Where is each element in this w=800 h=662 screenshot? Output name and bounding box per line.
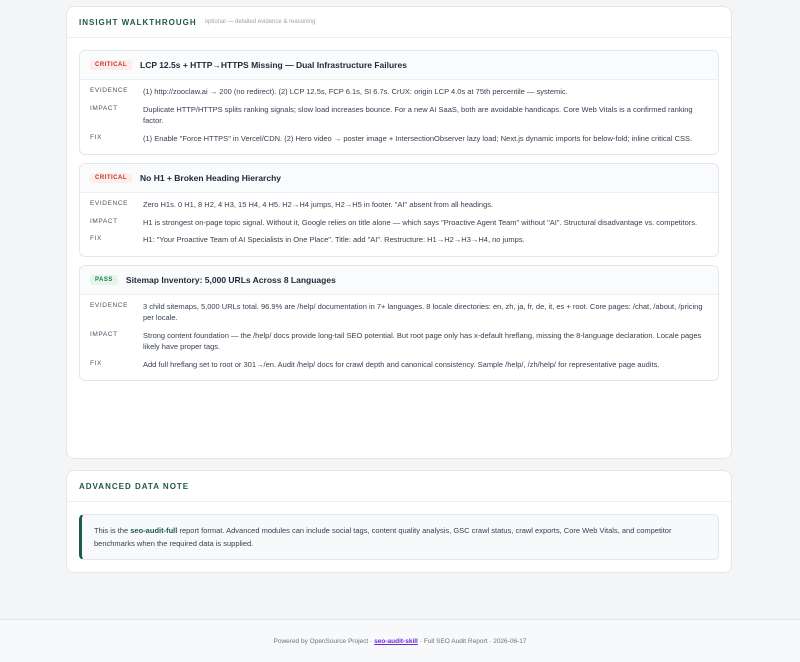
- fix-label: FIX: [90, 359, 102, 367]
- note-prefix: This is the: [94, 526, 131, 535]
- impact-row: [90, 104, 708, 127]
- evidence-label: EVIDENCE: [90, 301, 129, 309]
- impact-text: Duplicate HTTP/HTTPS splits ranking signals; slow load increases bounce. For a new AI SaaS, both are avoidable handicaps. Core Web Vitals is a confirmed ranking factor.: [143, 104, 693, 125]
- evidence-row: [90, 199, 708, 211]
- finding-card: [79, 50, 719, 155]
- insight-walkthrough-header: [67, 7, 731, 38]
- insight-walkthrough-title: INSIGHT WALKTHROUGH: [79, 17, 197, 27]
- fix-label: FIX: [90, 133, 102, 141]
- fix-text: Add full hreflang set to root or 301→/en. Audit /help/ docs for crawl depth and canonical consistency. Sample /help/, /zh/help/ for representative page audits.: [143, 359, 660, 369]
- advanced-data-note-title: ADVANCED DATA NOTE: [79, 481, 190, 491]
- impact-text: Strong content foundation — the /help/ docs provide long-tail SEO potential. But root page only has x-default hreflang, missing the 8-language declaration. Locale pages likely have proper tags.: [143, 330, 702, 351]
- evidence-label: EVIDENCE: [90, 87, 129, 94]
- finding-header: [80, 164, 718, 193]
- fix-text: H1: "Your Proactive Team of AI Specialists in One Place". Title: add "AI". Restructure: H1→H2→H3→H4, no jumps.: [143, 235, 525, 244]
- finding-body: [80, 80, 718, 154]
- finding-header: [80, 51, 718, 80]
- impact-row: [90, 217, 708, 229]
- report-format-name: seo-audit-full: [130, 526, 178, 535]
- impact-label: IMPACT: [90, 330, 118, 338]
- finding-header: [80, 266, 718, 295]
- evidence-text: 3 child sitemaps, 5,000 URLs total. 96.9% are /help/ documentation in 7+ languages. 8 locale directories: en, zh, ja, fr, de, it, es + root. Core pages: /chat, /about, /pricing per locale.: [143, 301, 703, 322]
- evidence-row: [90, 301, 708, 324]
- evidence-text: Zero H1s. 0 H1, 8 H2, 4 H3, 15 H4, 4 H5. H2→H4 jumps, H2→H5 in footer. "AI" absent from all headings.: [143, 200, 494, 209]
- evidence-row: [90, 86, 708, 98]
- advanced-data-note-panel: [66, 470, 732, 573]
- status-badge: CRITICAL: [90, 173, 132, 183]
- advanced-data-note-header: [67, 471, 731, 502]
- insight-walkthrough-subtitle: optional — detailed evidence & reasoning: [204, 19, 316, 25]
- evidence-label: EVIDENCE: [90, 200, 129, 207]
- advanced-data-note: [79, 514, 719, 560]
- finding-body: [80, 193, 718, 256]
- note-suffix: report format. Advanced modules can include social tags, content quality analysis, GSC crawl status, crawl exports, Core Web Vitals, and competitor benchmarks when the required data is supplied.: [94, 526, 672, 548]
- finding-card: [79, 265, 719, 382]
- footer-prefix: Powered by OpenSource Project ·: [273, 637, 373, 645]
- fix-row: [90, 359, 708, 371]
- fix-label: FIX: [90, 235, 102, 242]
- fix-row: [90, 234, 708, 246]
- impact-row: [90, 330, 708, 353]
- finding-body: [80, 295, 718, 381]
- fix-row: [90, 133, 708, 145]
- insight-walkthrough-panel: [66, 6, 732, 459]
- status-badge: PASS: [90, 275, 118, 285]
- fix-text: (1) Enable "Force HTTPS" in Vercel/CDN. (2) Hero video → poster image + IntersectionObserver lazy load; Next.js dynamic imports for below-fold; inline critical CSS.: [143, 133, 693, 143]
- finding-card: [79, 163, 719, 257]
- finding-title: Sitemap Inventory: 5,000 URLs Across 8 Languages: [125, 274, 336, 285]
- footer-suffix: · Full SEO Audit Report · 2026-06-17: [419, 637, 527, 645]
- footer-project-link[interactable]: seo-audit-skill: [374, 637, 418, 645]
- status-badge: CRITICAL: [90, 60, 132, 70]
- finding-title: LCP 12.5s + HTTP→HTTPS Missing — Dual Infrastructure Failures: [140, 60, 407, 70]
- impact-text: H1 is strongest on-page topic signal. Without it, Google relies on title alone — which says "Proactive Agent Team" without "AI". Structural disadvantage vs. competitors.: [143, 217, 698, 227]
- impact-label: IMPACT: [90, 217, 118, 225]
- page-footer: [0, 619, 800, 662]
- evidence-text: (1) http://zooclaw.ai → 200 (no redirect). (2) LCP 12.5s, FCP 6.1s, SI 6.7s. CrUX: origin LCP 4.0s at 75th percentile — systemic.: [143, 87, 568, 96]
- impact-label: IMPACT: [90, 104, 118, 112]
- finding-title: No H1 + Broken Heading Hierarchy: [140, 173, 282, 183]
